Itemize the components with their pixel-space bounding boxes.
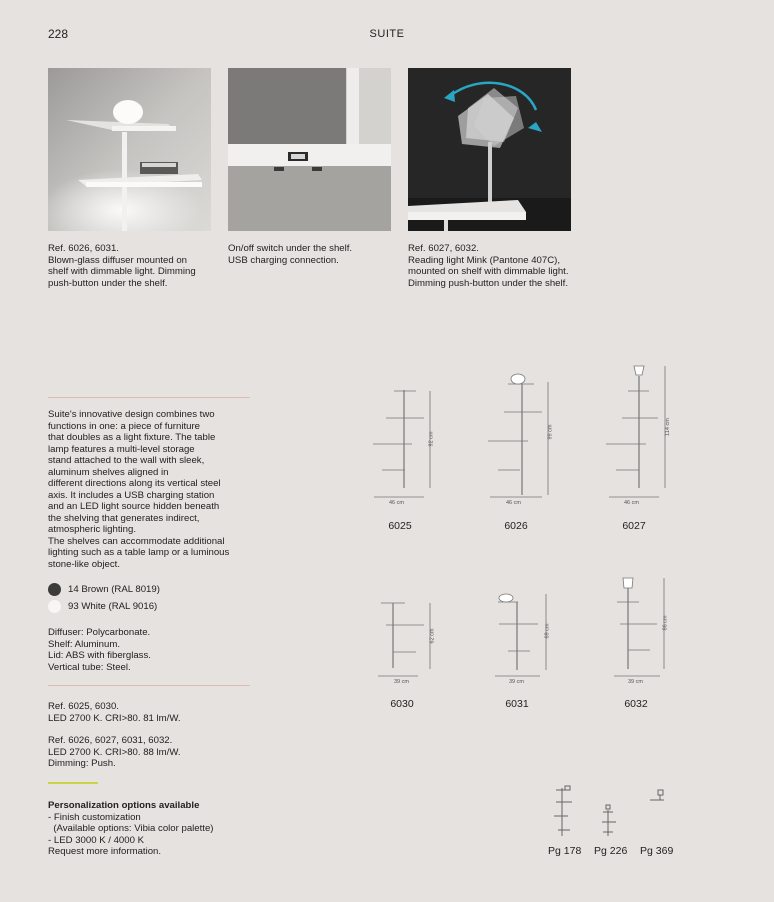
- width-6026: 46 cm: [506, 500, 521, 506]
- product-6026: 6026: [504, 520, 528, 532]
- photo-blown-glass-shelf: [48, 68, 211, 231]
- height-6025: 92 cm: [428, 431, 435, 447]
- width-6025: 46 cm: [389, 500, 404, 506]
- caption-photo-3: Ref. 6027, 6032. Reading light Mink (Pantone 407C), mounted on shelf with dimmable light. Dimming push-button under the shelf.: [408, 243, 569, 289]
- height-6031: 69 cm: [544, 623, 551, 639]
- product-6027: 6027: [622, 520, 646, 532]
- related-thumbnails: [548, 784, 678, 840]
- caption-photo-1: Ref. 6026, 6031. Blown-glass diffuser mounted on shelf with dimmable light. Dimming push-button under the shelf.: [48, 243, 196, 289]
- height-6030: 62 cm: [429, 628, 436, 644]
- swatch-brown: [48, 583, 61, 596]
- width-6030: 39 cm: [394, 679, 409, 685]
- related-page-178[interactable]: Pg 178: [548, 845, 582, 857]
- photo-usb-switch: [228, 68, 391, 231]
- width-6027: 46 cm: [624, 500, 639, 506]
- accent-line: [48, 782, 98, 784]
- product-6031: 6031: [505, 698, 529, 710]
- height-6026: 99 cm: [547, 424, 554, 440]
- materials: Diffuser: Polycarbonate. Shelf: Aluminum. Lid: ABS with fiberglass. Vertical tube: Steel.: [48, 627, 151, 673]
- height-6032: 86 cm: [662, 615, 669, 631]
- swatch-white: [48, 600, 61, 613]
- product-6025: 6025: [388, 520, 412, 532]
- product-6032: 6032: [624, 698, 648, 710]
- photo-reading-lamp: [408, 68, 571, 231]
- product-6030: 6030: [390, 698, 414, 710]
- height-6027: 114 cm: [664, 418, 671, 436]
- related-page-369[interactable]: Pg 369: [640, 845, 674, 857]
- personalization: Personalization options available - Finish customization (Available options: Vibia color palette) - LED 3000 K / 4000 K Request more information.: [48, 800, 214, 857]
- product-description: Suite's innovative design combines two functions in one: a piece of furniture that doubles as a light fixture. The table lamp features a multi-level storage stand attached to the wall with sleek, aluminum shelves aligned in different directions along its vertical steel axis. It includes a USB charging station and an LED light source hidden beneath the shelving that generates indirect, atmospheric lighting. The shelves can accommodate additional lighting such as a table lamp or a luminous stone-like object.: [48, 409, 230, 570]
- page-number: 228: [48, 27, 69, 41]
- page-title: SUITE: [369, 28, 405, 40]
- divider-middle: [48, 685, 250, 686]
- specs-6025-6030: Ref. 6025, 6030. LED 2700 K. CRI>80. 81 lm/W.: [48, 701, 181, 724]
- width-6031: 39 cm: [509, 679, 524, 685]
- related-page-226[interactable]: Pg 226: [594, 845, 628, 857]
- caption-photo-2: On/off switch under the shelf. USB charging connection.: [228, 243, 353, 266]
- divider-top: [48, 397, 250, 398]
- specs-6026-6032: Ref. 6026, 6027, 6031, 6032. LED 2700 K. CRI>80. 88 lm/W. Dimming: Push.: [48, 735, 181, 769]
- width-6032: 39 cm: [628, 679, 643, 685]
